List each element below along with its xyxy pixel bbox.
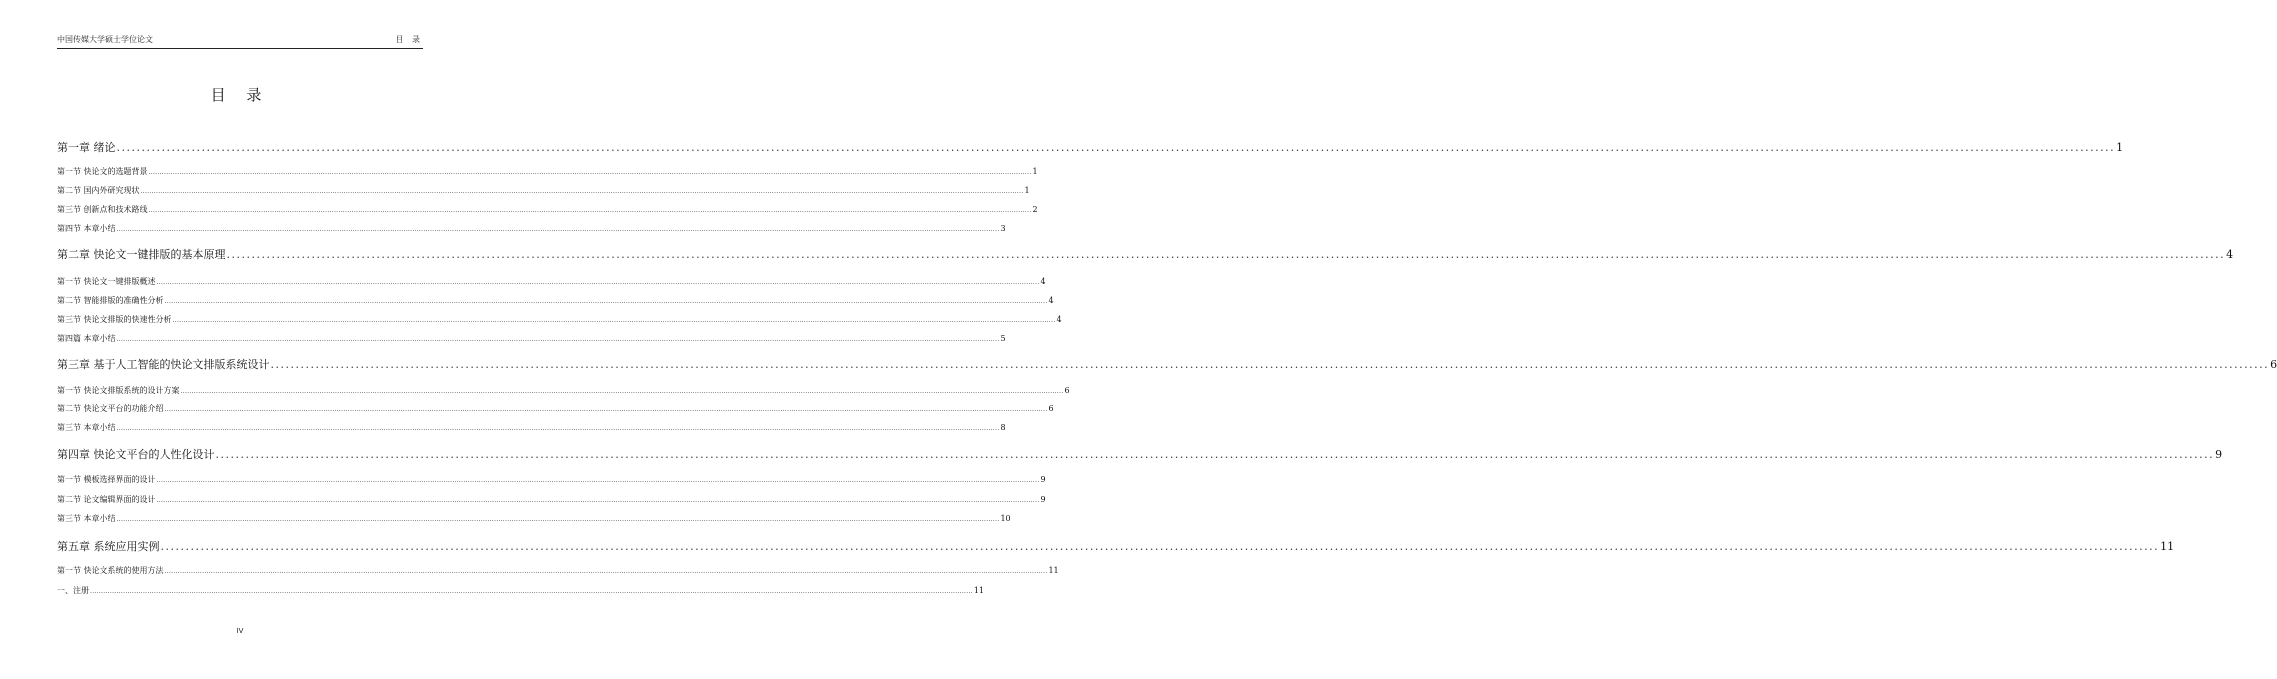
toc-entry-page: 1 [2116, 141, 2124, 154]
toc-entry-page: 1 [1032, 167, 1038, 176]
toc-entry-label: 第一节 快论文排版系统的设计方案 [57, 386, 180, 395]
toc-leader-dots: ................................................................................................................................................................................................................................................................................................................................................................................................................ [172, 317, 1056, 324]
toc-section-entry[interactable] [57, 204, 1038, 215]
toc-entry-label: 第二节 国内外研究现状 [57, 186, 140, 195]
toc-entry-label: 第三节 快论文排版的快速性分析 [57, 315, 172, 324]
toc-entry-page: 10 [1000, 514, 1011, 523]
toc-entry-label: 第三节 创新点和技术路线 [57, 205, 148, 214]
toc-entry-label: 第二节 论文编辑界面的设计 [57, 495, 156, 504]
toc-entry-page: 11 [1048, 566, 1059, 575]
toc-entry-label: 第四章 快论文平台的人性化设计 [57, 448, 215, 461]
toc-section-entry[interactable] [57, 494, 1046, 505]
toc-entry-page: 11 [2160, 540, 2175, 553]
toc-section-entry[interactable] [57, 333, 1006, 344]
toc-entry-label: 第三章 基于人工智能的快论文排版系统设计 [57, 358, 270, 371]
toc-section-entry[interactable] [57, 185, 1030, 196]
toc-leader-dots: ................................................................................................................................................................................................................................................................................................................................................................................................................ [180, 388, 1064, 395]
toc-chapter-entry[interactable] [57, 538, 2175, 554]
toc-leader-dots: ................................................................................................................................................................................................................................................................................................................................................................................................................ [156, 279, 1040, 286]
toc-entry-page: 6 [1064, 386, 1070, 395]
toc-entry-page: 4 [1048, 296, 1054, 305]
toc-entry-label: 第三节 本章小结 [57, 423, 116, 432]
toc-entry-page: 6 [1048, 404, 1054, 413]
toc-entry-label: 第一节 快论文一键排版概述 [57, 277, 156, 286]
toc-section-entry[interactable] [57, 422, 1006, 433]
toc-leader-dots: ................................................................................................................................................................................................................................................................................................................................................................................................................ [226, 248, 2226, 261]
toc-entry-label: 第五章 系统应用实例 [57, 540, 160, 553]
toc-leader-dots: ................................................................................................................................................................................................................................................................................................................................................................................................................ [90, 588, 973, 595]
toc-leader-dots: ................................................................................................................................................................................................................................................................................................................................................................................................................ [156, 477, 1040, 484]
toc-leader-dots: ................................................................................................................................................................................................................................................................................................................................................................................................................ [164, 298, 1048, 305]
toc-entry-label: 第二章 快论文一键排版的基本原理 [57, 248, 226, 261]
toc-chapter-entry[interactable] [57, 446, 2223, 462]
toc-entry-label: 第二节 快论文平台的功能介绍 [57, 404, 164, 413]
toc-entry-page: 4 [2226, 248, 2234, 261]
toc-leader-dots: ................................................................................................................................................................................................................................................................................................................................................................................................................ [160, 540, 2160, 553]
toc-section-entry[interactable] [57, 166, 1038, 177]
toc-section-entry[interactable] [57, 474, 1046, 485]
toc-chapter-entry[interactable] [57, 246, 2234, 262]
header-section-name: 目 录 [395, 35, 423, 44]
toc-entry-page: 6 [2270, 358, 2277, 371]
toc-entry-label: 第一节 快论文的选题背景 [57, 167, 148, 176]
toc-chapter-entry[interactable] [57, 356, 2277, 372]
toc-entry-page: 9 [2215, 448, 2223, 461]
toc-entry-page: 3 [1000, 224, 1006, 233]
toc-entry-label: 第四篇 本章小结 [57, 334, 116, 343]
toc-entry-label: 第四节 本章小结 [57, 224, 116, 233]
toc-entry-page: 4 [1056, 315, 1062, 324]
toc-section-entry[interactable] [57, 223, 1006, 234]
toc-section-entry[interactable] [57, 403, 1054, 414]
toc-entry-page: 1 [1024, 186, 1030, 195]
toc-section-entry[interactable] [57, 385, 1070, 396]
toc-entry-label: 第一章 绪论 [57, 141, 116, 154]
toc-entry-label: 一、注册 [57, 586, 89, 595]
toc-entry-page: 4 [1040, 277, 1046, 286]
toc-leader-dots: ................................................................................................................................................................................................................................................................................................................................................................................................................ [156, 497, 1040, 504]
toc-entry-page: 5 [1000, 334, 1006, 343]
toc-section-entry[interactable] [57, 513, 1011, 524]
page-title: 目 录 [210, 86, 270, 104]
toc-entry-page: 9 [1040, 475, 1046, 484]
toc-chapter-entry[interactable] [57, 139, 2124, 155]
toc-entry-page: 9 [1040, 495, 1046, 504]
toc-leader-dots: ................................................................................................................................................................................................................................................................................................................................................................................................................ [215, 448, 2215, 461]
toc-leader-dots: ................................................................................................................................................................................................................................................................................................................................................................................................................ [164, 406, 1048, 413]
toc-leader-dots: ................................................................................................................................................................................................................................................................................................................................................................................................................ [270, 358, 2270, 371]
toc-entry-label: 第一节 模板选择界面的设计 [57, 475, 156, 484]
toc-section-entry[interactable] [57, 295, 1054, 306]
toc-leader-dots: ................................................................................................................................................................................................................................................................................................................................................................................................................ [116, 516, 1000, 523]
toc-leader-dots: ................................................................................................................................................................................................................................................................................................................................................................................................................ [116, 226, 1000, 233]
toc-leader-dots: ................................................................................................................................................................................................................................................................................................................................................................................................................ [164, 568, 1048, 575]
toc-entry-page: 2 [1032, 205, 1038, 214]
toc-entry-label: 第三节 本章小结 [57, 514, 116, 523]
toc-entry-page: 8 [1000, 423, 1006, 432]
toc-leader-dots: ................................................................................................................................................................................................................................................................................................................................................................................................................ [148, 169, 1032, 176]
toc-leader-dots: ................................................................................................................................................................................................................................................................................................................................................................................................................ [148, 207, 1032, 214]
toc-leader-dots: ................................................................................................................................................................................................................................................................................................................................................................................................................ [116, 141, 2116, 154]
header-rule [57, 48, 423, 49]
running-header [57, 33, 423, 47]
toc-section-entry[interactable] [57, 276, 1046, 287]
header-thesis-name: 中国传媒大学硕士学位论文 [57, 35, 153, 44]
toc-entry-label: 第一节 快论文系统的使用方法 [57, 566, 164, 575]
toc-section-entry[interactable] [57, 314, 1062, 325]
toc-section-entry[interactable] [57, 565, 1059, 576]
page-number: IV [236, 627, 244, 635]
toc-leader-dots: ................................................................................................................................................................................................................................................................................................................................................................................................................ [140, 188, 1024, 195]
toc-leader-dots: ................................................................................................................................................................................................................................................................................................................................................................................................................ [116, 425, 1000, 432]
toc-leader-dots: ................................................................................................................................................................................................................................................................................................................................................................................................................ [116, 336, 1000, 343]
toc-entry-label: 第二节 智能排版的准确性分析 [57, 296, 164, 305]
toc-entry-page: 11 [973, 586, 985, 595]
toc-section-entry[interactable] [57, 585, 985, 596]
